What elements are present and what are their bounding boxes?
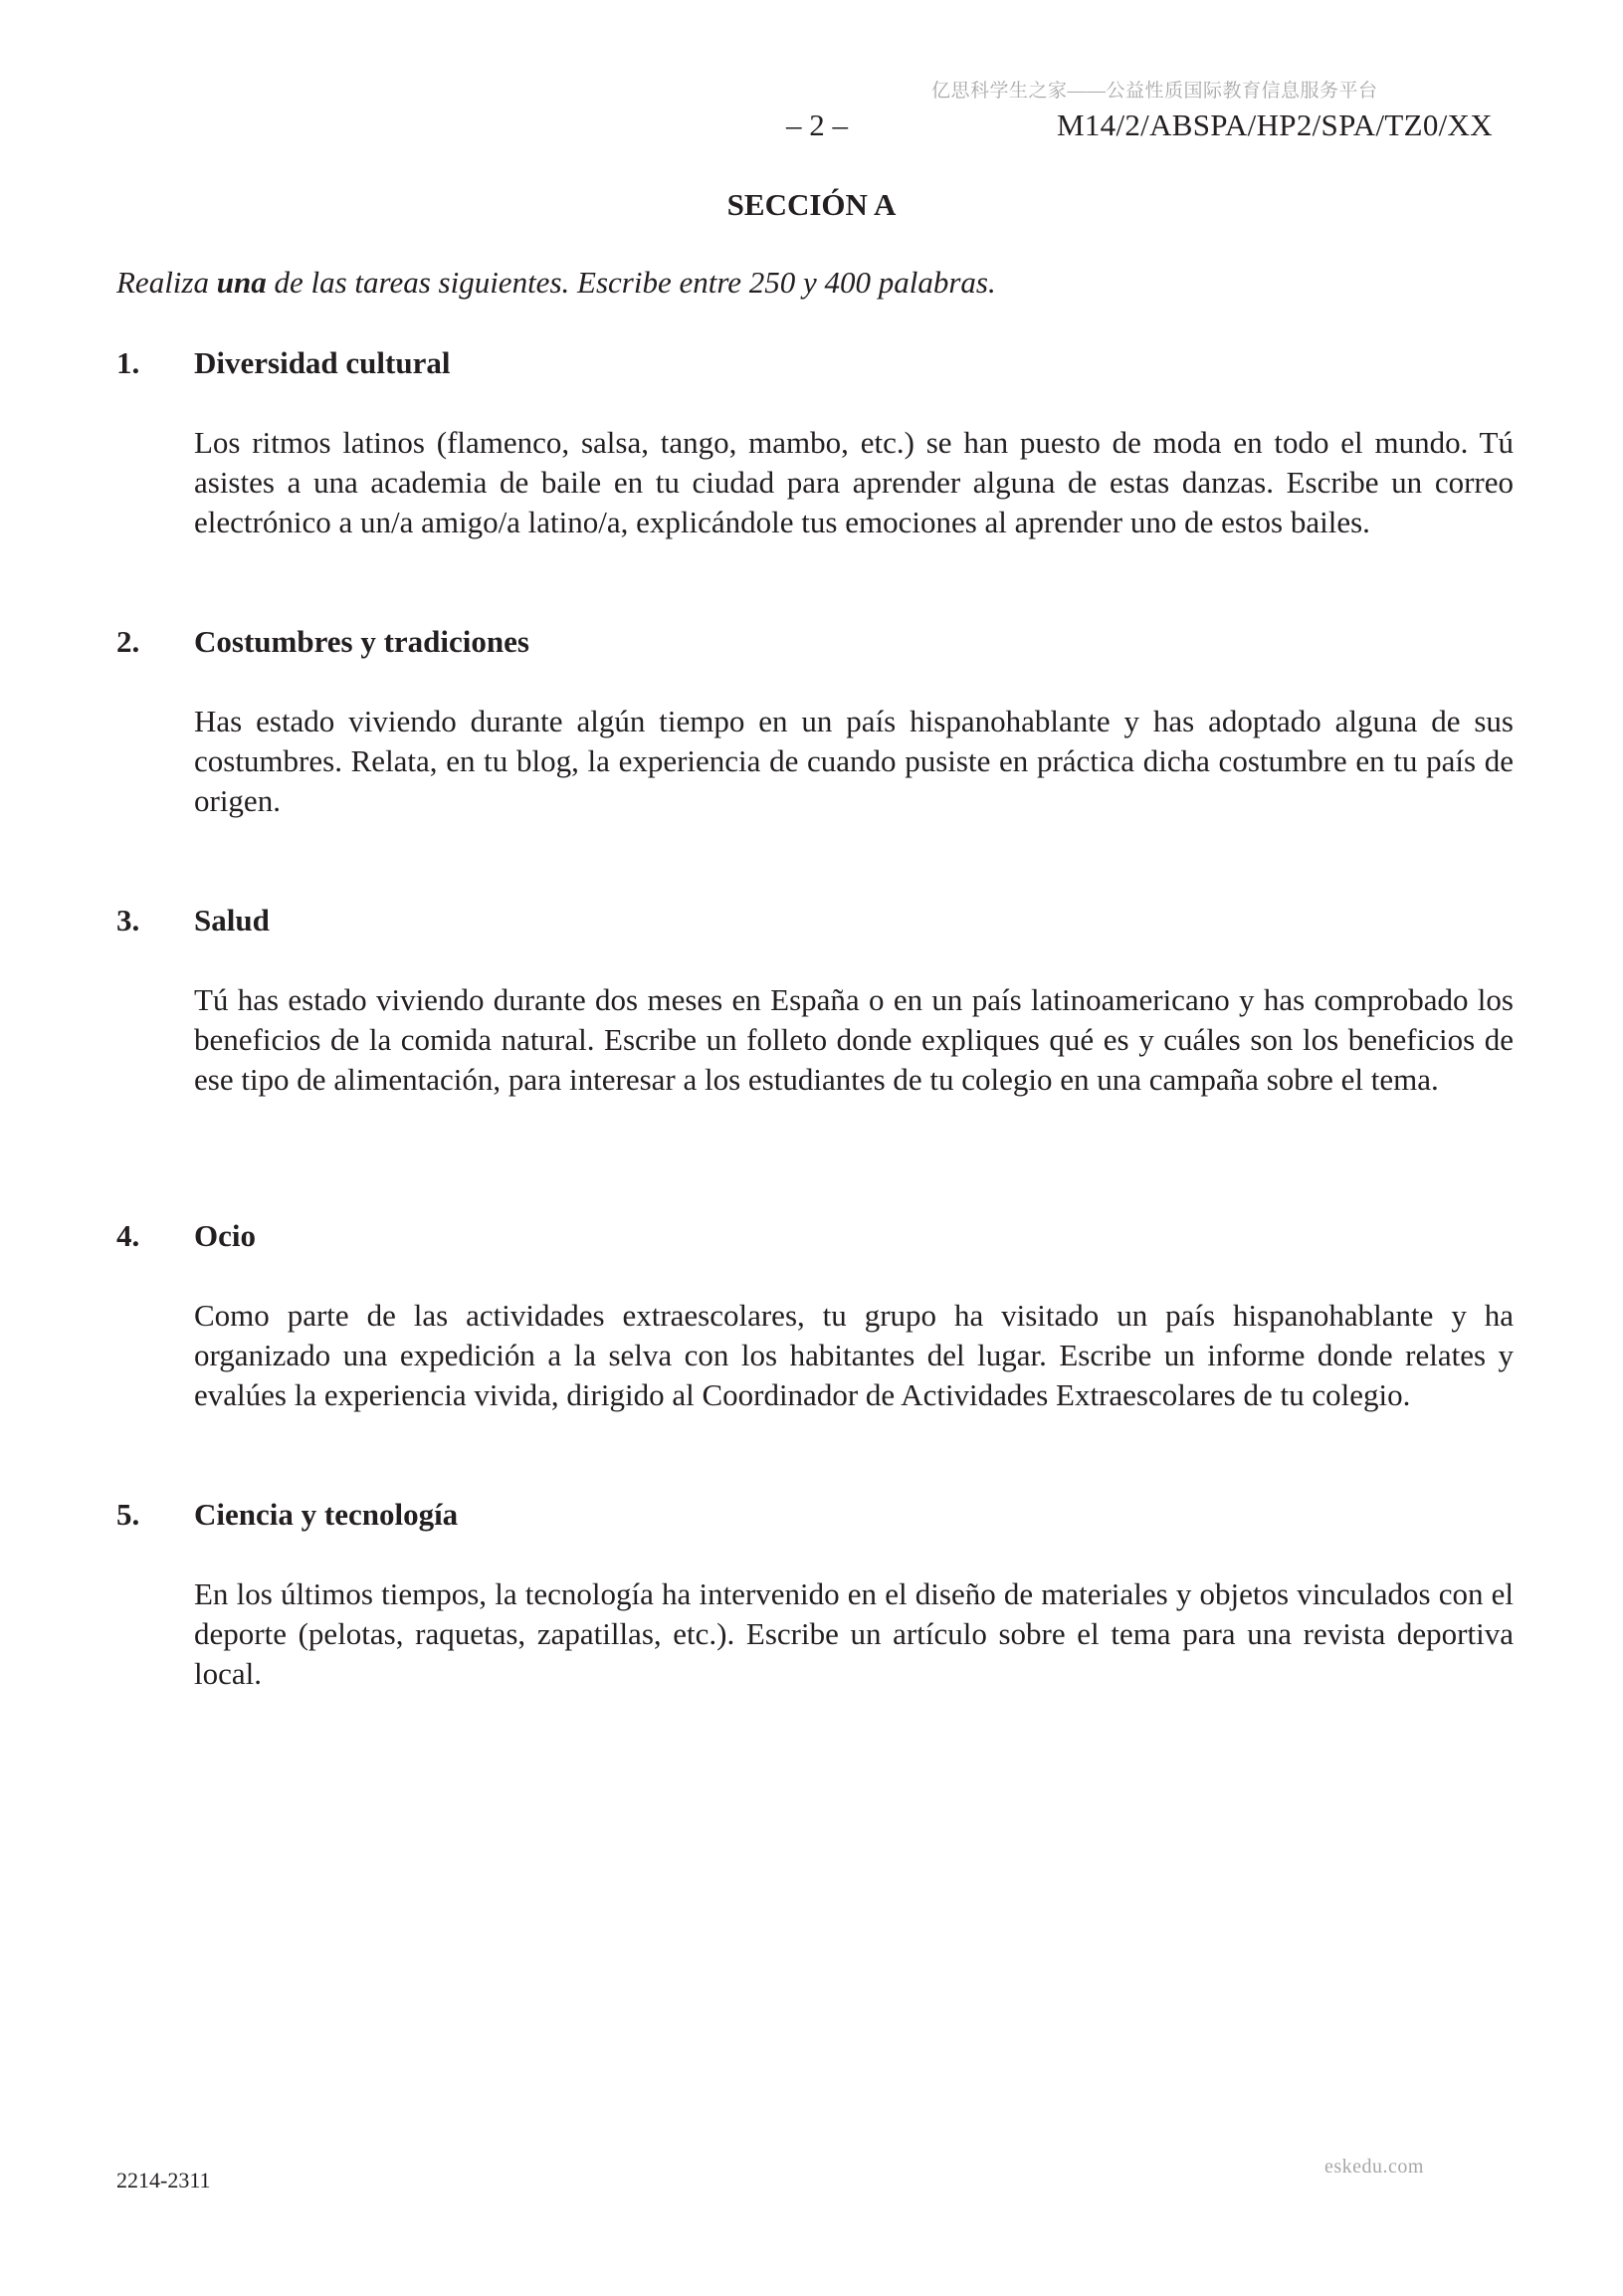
exam-code: M14/2/ABSPA/HP2/SPA/TZ0/XX xyxy=(1057,107,1493,142)
task-title: Diversidad cultural xyxy=(194,345,451,380)
instructions-after: de las tareas siguientes. Escribe entre 250 y 400 palabras. xyxy=(266,265,996,300)
task-4 xyxy=(116,1216,1514,1415)
instructions xyxy=(116,265,996,301)
task-body: Has estado viviendo durante algún tiempo en un país hispanohablante y has adoptado alguna de sus costumbres. Relata, en tu blog, la experiencia de cuando pusiste en práctica dicha costumbre en tu país de origen. xyxy=(194,704,1514,818)
task-title: Costumbres y tradiciones xyxy=(194,624,529,659)
task-number: 4. xyxy=(116,1218,140,1253)
task-2 xyxy=(116,622,1514,821)
task-number: 3. xyxy=(116,903,140,938)
task-heading xyxy=(116,901,1514,940)
task-body: Como parte de las actividades extraescolares, tu grupo ha visitado un país hispanohablante y ha organizado una expedición a la selva con los habitantes del lugar. Escribe un informe donde relates y evalúes la experiencia vivida, dirigido al Coordinador de Actividades Extraescolares de tu colegio. xyxy=(194,1298,1514,1412)
task-heading xyxy=(116,343,1514,383)
watermark-header: 亿思科学生之家——公益性质国际教育信息服务平台 xyxy=(931,81,1378,102)
task-heading xyxy=(116,1216,1514,1256)
task-3 xyxy=(116,901,1514,1100)
instructions-before: Realiza xyxy=(116,265,217,300)
page-number: – 2 – xyxy=(786,107,848,142)
task-number: 2. xyxy=(116,624,140,659)
task-title: Ciencia y tecnología xyxy=(194,1497,459,1532)
watermark-footer: eskedu.com xyxy=(1324,2156,1424,2178)
task-5 xyxy=(116,1495,1514,1694)
task-number: 5. xyxy=(116,1497,140,1532)
task-body: En los últimos tiempos, la tecnología ha intervenido en el diseño de materiales y objetos vinculados con el deporte (pelotas, raquetas, zapatillas, etc.). Escribe un artículo sobre el tema para una revista deportiva local. xyxy=(194,1576,1514,1691)
task-1 xyxy=(116,343,1514,542)
instructions-emphasis: una xyxy=(216,265,267,300)
task-body: Tú has estado viviendo durante dos meses en España o en un país latinoamericano y has comprobado los beneficios de la comida natural. Escribe un folleto donde expliques qué es y cuáles son los beneficios de ese tipo de alimentación, para interesar a los estudiantes de tu colegio en una campaña sobre el tema. xyxy=(194,982,1514,1097)
task-title: Salud xyxy=(194,903,270,938)
task-heading xyxy=(116,622,1514,662)
footer-code: 2214-2311 xyxy=(116,2168,211,2192)
task-body: Los ritmos latinos (flamenco, salsa, tango, mambo, etc.) se han puesto de moda en todo el mundo. Tú asistes a una academia de baile en tu ciudad para aprender alguna de estas danzas. Escribe un correo electrónico a un/a amigo/a latino/a, explicándole tus emociones al aprender uno de estos bailes. xyxy=(194,425,1514,539)
section-title: SECCIÓN A xyxy=(726,187,897,222)
task-number: 1. xyxy=(116,345,140,380)
task-title: Ocio xyxy=(194,1218,256,1253)
task-heading xyxy=(116,1495,1514,1535)
